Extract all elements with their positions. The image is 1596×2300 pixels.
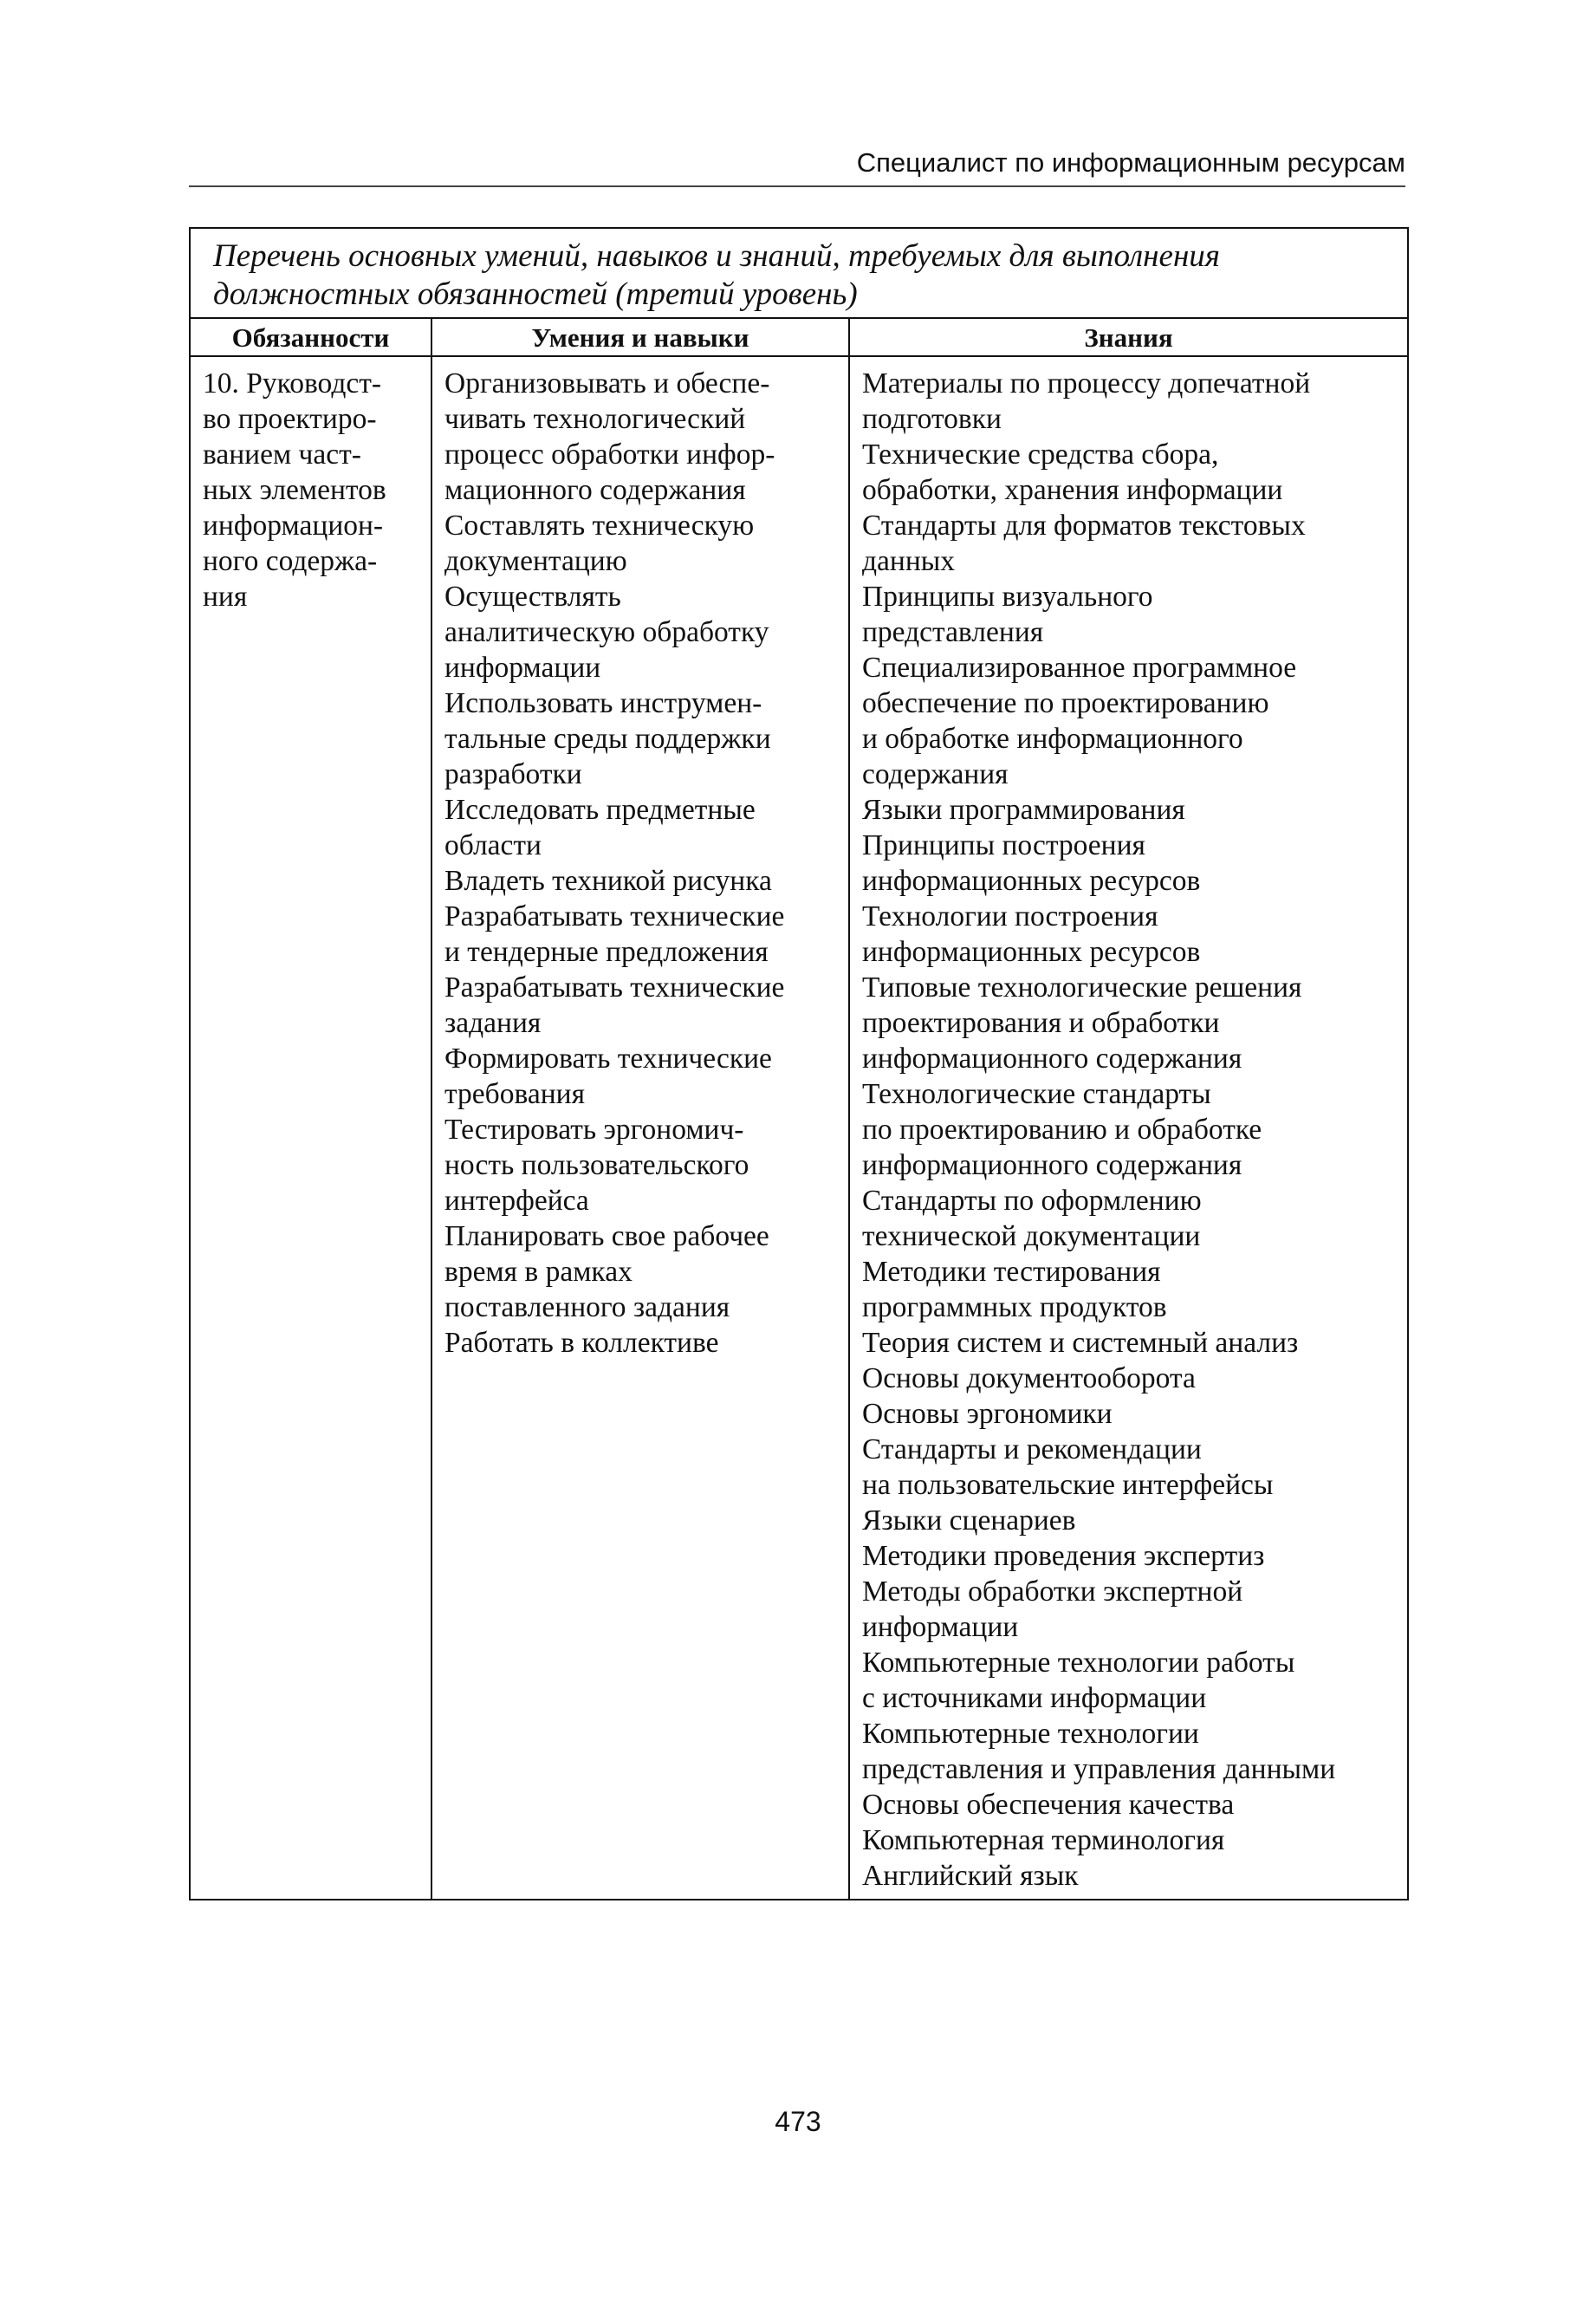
table-row — [190, 356, 1408, 1900]
cell-line: Типовые технологические решения — [862, 971, 1302, 1004]
cell-line: на пользовательские интерфейсы — [862, 1469, 1274, 1501]
cell-line: Методы обработки экспертной — [862, 1576, 1243, 1608]
cell-line: Тестировать эргономич- — [444, 1114, 744, 1146]
cell-line: с источниками информации — [862, 1682, 1207, 1714]
cell-line: информации — [862, 1611, 1019, 1643]
cell-line: Основы обеспечения качества — [862, 1789, 1235, 1821]
cell-line: Специализированное программное — [862, 652, 1297, 684]
cell-line: Методики тестирования — [862, 1256, 1161, 1288]
cell-line: Компьютерные технологии — [862, 1718, 1199, 1750]
cell-line: Технологические стандарты — [862, 1078, 1211, 1110]
cell-line: время в рамках — [444, 1256, 633, 1288]
column-header-knowledge: Знания — [849, 318, 1408, 356]
cell-line: Формировать технические — [444, 1043, 772, 1075]
cell-line: ных элементов — [203, 474, 386, 506]
cell-line: Принципы визуального — [862, 581, 1153, 613]
cell-line: требования — [444, 1078, 585, 1110]
cell-line: данных — [862, 545, 956, 577]
cell-line: Принципы построения — [862, 829, 1145, 861]
cell-line: Стандарты по оформлению — [862, 1185, 1202, 1217]
cell-line: обработки, хранения информации — [862, 474, 1283, 506]
cell-line: обеспечение по проектированию — [862, 687, 1269, 719]
cell-line: представления и управления данными — [862, 1753, 1336, 1785]
cell-line: 10. Руководст- — [203, 367, 382, 400]
cell-line: информационного содержания — [862, 1149, 1242, 1181]
cell-line: разработки — [444, 758, 582, 790]
cell-line: Владеть техникой рисунка — [444, 865, 772, 897]
cell-line: Основы эргономики — [862, 1398, 1113, 1430]
table-caption-row — [190, 228, 1408, 318]
caption-line: Перечень основных умений, навыков и знаний, требуемых для выполнения — [213, 238, 1220, 274]
cell-line: Стандарты для форматов текстовых — [862, 510, 1306, 542]
cell-line: информационного содержания — [862, 1043, 1242, 1075]
table-caption — [190, 228, 1408, 318]
cell-line: Исследовать предметные — [444, 794, 756, 826]
duty-cell — [190, 356, 431, 1900]
cell-line: Английский язык — [862, 1860, 1079, 1892]
page-number: 473 — [775, 2106, 821, 2137]
cell-line: информации — [444, 652, 601, 684]
cell-line: информационных ресурсов — [862, 865, 1201, 897]
cell-line: Использовать инструмен- — [444, 687, 762, 719]
cell-line: Методики проведения экспертиз — [862, 1540, 1265, 1572]
caption-line: должностных обязанностей (третий уровень) — [213, 276, 858, 312]
cell-line: Составлять техническую — [444, 510, 755, 542]
cell-line: Стандарты и рекомендации — [862, 1433, 1202, 1465]
cell-line: Теория систем и системный анализ — [862, 1327, 1299, 1359]
cell-line: Планировать свое рабочее — [444, 1220, 769, 1252]
cell-line: проектирования и обработки — [862, 1007, 1220, 1039]
cell-line: и тендерные предложения — [444, 936, 769, 968]
cell-line: ность пользовательского — [444, 1149, 749, 1181]
cell-line: представления — [862, 616, 1044, 648]
cell-line: Разрабатывать технические — [444, 971, 785, 1004]
table-header-row — [190, 318, 1408, 356]
cell-line: поставленного задания — [444, 1291, 730, 1323]
cell-line: Технологии построения — [862, 900, 1158, 932]
cell-line: Осуществлять — [444, 581, 621, 613]
cell-line: аналитическую обработку — [444, 616, 769, 648]
cell-line: Материалы по процессу допечатной — [862, 367, 1311, 400]
competency-table — [189, 227, 1409, 1900]
cell-line: ного содержа- — [203, 545, 378, 577]
cell-line: информацион- — [203, 510, 384, 542]
cell-line: области — [444, 829, 542, 861]
cell-line: Языки сценариев — [862, 1504, 1076, 1537]
cell-line: мационного содержания — [444, 474, 746, 506]
skills-cell — [431, 356, 849, 1900]
cell-line: и обработке информационного — [862, 723, 1243, 755]
cell-line: ванием част- — [203, 439, 361, 471]
cell-line: Организовывать и обеспе- — [444, 367, 770, 400]
cell-line: подготовки — [862, 403, 1002, 435]
cell-line: документацию — [444, 545, 627, 577]
cell-line: чивать технологический — [444, 403, 746, 435]
cell-line: содержания — [862, 758, 1009, 790]
cell-line: по проектированию и обработке — [862, 1114, 1262, 1146]
cell-line: программных продуктов — [862, 1291, 1167, 1323]
cell-line: во проектиро- — [203, 403, 377, 435]
cell-line: технической документации — [862, 1220, 1201, 1252]
column-header-skills: Умения и навыки — [431, 318, 849, 356]
cell-line: Работать в коллективе — [444, 1327, 719, 1359]
cell-line: информационных ресурсов — [862, 936, 1201, 968]
cell-line: Технические средства сбора, — [862, 439, 1219, 471]
cell-line: Компьютерная терминология — [862, 1824, 1225, 1856]
cell-line: Разрабатывать технические — [444, 900, 785, 932]
cell-line: интерфейса — [444, 1185, 589, 1217]
running-title: Специалист по информационным ресурсам — [189, 146, 1405, 187]
cell-line: ния — [203, 581, 248, 613]
column-header-duties: Обязанности — [190, 318, 431, 356]
knowledge-cell — [849, 356, 1408, 1900]
cell-line: Компьютерные технологии работы — [862, 1647, 1295, 1679]
cell-line: задания — [444, 1007, 542, 1039]
cell-line: Основы документооборота — [862, 1362, 1196, 1394]
cell-line: тальные среды поддержки — [444, 723, 771, 755]
cell-line: Языки программирования — [862, 794, 1185, 826]
cell-line: процесс обработки инфор- — [444, 439, 775, 471]
